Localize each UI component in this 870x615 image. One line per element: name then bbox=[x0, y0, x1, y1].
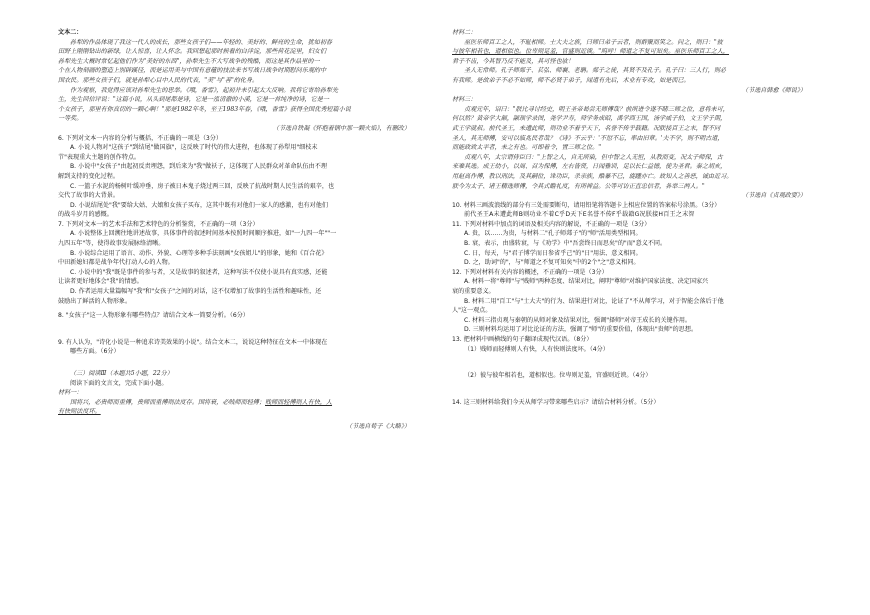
material-3-line: 贞观八年，太宗谓侍臣曰："上智之人，自无所染，但中智之人无恒，从教而变，况太子师保，古 bbox=[464, 153, 723, 161]
option-line: 的战斗岁月的感慨。 bbox=[58, 211, 113, 219]
text2-line: 个在人物刻画的塑造上别辟蹊径，而是运用美与中国有意蕴的技法来书写战日战争时期慰问乐观的中 bbox=[58, 67, 327, 75]
text2-line: 田野上刚刚钻出的新绿，让人惊喜，让人怀念。我回想起那时候看的白洋淀，那些荷花淀里，妇女们 bbox=[58, 48, 327, 56]
text2-line: 孙犁先生大概时常忆起他们作为"美好的东西"，孙犁先生不大写战争的残酷，而这是其作品里的一 bbox=[58, 57, 320, 65]
section-3-instruction: 阅读下面的文言文，完成下面小题。 bbox=[70, 379, 168, 387]
material-1-heading: 材料一： bbox=[58, 389, 83, 397]
material-1-source: （节选自荀子《大略》） bbox=[346, 422, 410, 430]
option-line: D. 之，助词"的"，与"师道之不复可知矣"中的2个"之"意义相同。 bbox=[464, 259, 640, 267]
option-line: A. 贵，以……为贵，与材料二"孔子师郯子"的"师"活用类型相同。 bbox=[464, 230, 642, 238]
material-2-heading: 材料二： bbox=[452, 29, 477, 36]
option-line: B. 材料二用"百工"与"士大夫"的行为、结果进行对比，论证了"不从师学习，对于智能会落后于他 bbox=[464, 297, 724, 305]
material-3-line: 用赵高作傅，教以刑法，及其嗣位，诛功臣，杀亲族，酷暴不已，旋踵亦亡。故知人之善恶，诚由近习。 bbox=[452, 172, 733, 180]
question-9: 9. 有人认为，"诗化小说是一种追求诗美效果的小说"。结合文本二，说说这种特征在文本一中体现在 bbox=[58, 338, 328, 346]
option-line: 交代了故事的大背景。 bbox=[58, 192, 119, 200]
text2-source: （节选自铁凝《怀抱着锅中那一颗火焰》，有删改） bbox=[272, 124, 410, 132]
text2-body bbox=[58, 38, 418, 124]
material-1-line bbox=[58, 407, 418, 417]
material-3-line: 而能政致太平者，未之有也。可即着令，置三师之位。" bbox=[452, 144, 602, 152]
text2-line: 孙犁的作品体现了我这一代人的成长，那些女孩子们——年轻的、美好的、鲜亮的生命，犹如初春 bbox=[70, 38, 333, 46]
question-11: 11. 下列对材料中加点的词语及相关内容的解说，不正确的一项是（3分） bbox=[452, 220, 651, 228]
material-1-line bbox=[58, 398, 418, 408]
option-line: 九四五年"等，使得故事发展脉络清晰。 bbox=[58, 240, 165, 248]
question-14: 14. 这三则材料给我们今天从师学习带来哪些启示？请结合材料分析。（5分） bbox=[452, 398, 660, 406]
question-9-cont: 哪些方面。（6分） bbox=[70, 348, 120, 356]
material-3-line: 来难其选。成王幼小，以周、召为保傅，左右皆贤，日闻雅训，足以长仁益德，使为圣君。秦之胡亥， bbox=[452, 163, 727, 171]
question-10: 10. 材料三画波浪线的部分有三处需要断句，请用铅笔将答题卡上相应位置的答案标号涂黑。（3分） bbox=[452, 201, 721, 209]
material-3-line: 朕今为太子、诸王精选师傅，令其式瞻礼度，有所裨益。公等可访正直忠信者，各举三两人。" bbox=[452, 182, 705, 190]
text2-line: 个女孩子，那里有你真切的一颗心啊！"那是1982年冬，至王1983年春，《哦，香雪》获得全国优秀短篇小说 bbox=[58, 105, 351, 113]
material-1-text: 国将兴，必贵师而重傅，贵师而重傅则法度存。国将衰，必贱师而轻傅； bbox=[70, 398, 265, 406]
option-line: 中田新媳妇都是战争年代打动人心的人物。 bbox=[58, 259, 174, 267]
text2-heading: 文本二： bbox=[58, 29, 83, 36]
option-line: B. 小说综合运用了语言、动作、外貌、心理等多种手法刻画"女孩姐儿"的形象，她和《百合花》 bbox=[70, 249, 328, 257]
option-line: 节"表现重大主题的创作特点。 bbox=[58, 153, 141, 161]
option-line: A. 材料一将"尊师"与"贱师"两种态度、结果对比，阐明"尊师"对维护国家法度、决定国家兴 bbox=[464, 278, 709, 286]
option-line: C. 材料三指贞观与秦朝的从师对象及结果对比，强调"择师"对帝王成长的关键作用。 bbox=[464, 316, 692, 324]
option-line: D. 作者运用大量篇幅写"我"和"女孩子"之间的对话，这不仅增加了故事的生活性和趣味性，还 bbox=[70, 288, 322, 296]
question-8: 8. "女孩子"这一人物形象有哪些特点？请结合文本一简要分析。（6分） bbox=[58, 312, 249, 320]
option-line: 解到支持的变化过程。 bbox=[58, 172, 119, 180]
material-3-line: 贞观元年，诏曰："朕比寻讨经史，明王圣帝曷尝无师傅哉？前所进令遂不睹三师之位，意将未可， bbox=[464, 105, 729, 113]
material-3-source: （节选自《贞观政要》） bbox=[742, 192, 806, 200]
option-line: D. 小说结尾处"我"要给大姑、大娘和女孩子买布，这其中既有对他们一家人的感激，也有对他们 bbox=[70, 201, 328, 209]
question-7: 7. 下列对文本一的艺术手法和艺术特色的分析鉴赏，不正确的一项（3分） bbox=[58, 220, 259, 228]
material-3-line: 圣人，其无师傅，安可以临兆民者哉？《诗》不云乎：'不愆不忘，率由旧章。'夫不学，则不明古道， bbox=[452, 134, 724, 142]
left-column bbox=[58, 28, 418, 432]
material-3-line: 武王学就叔。前代圣王，未遭此师，则功业不着乎天下，名誉不传乎载籍。况朕接百王之末，智不同 bbox=[452, 124, 721, 132]
text2-line: 国农民。那些女孩子们，就是孙犁心目中人民的代表，"美"与"善"的化身。 bbox=[58, 76, 259, 84]
question-12: 12. 下列对材料有关内容的概述，不正确的一项是（3分） bbox=[452, 268, 608, 276]
option-line: A. 小说人物对"这孩子"到结尾"做国旗"，这反映了时代的伟大进程，也体现了孙犁用"细枝末 bbox=[70, 144, 318, 152]
option-line: C. 日，每天，与"君子博学而日参省乎己"的"日"用法、意义相同。 bbox=[464, 249, 642, 257]
option-line: B. 衰，表示，由盛转衰，与《劝学》中"吾尝终日而思矣"的"而"意义不同。 bbox=[464, 240, 667, 248]
question-10-sentence: 前代圣王A未遭此师B则功业不着C乎D天下E名誉不传F乎载籍G况朕接H百王之末智 bbox=[464, 211, 695, 219]
question-13-part-1: （1）贱师而轻傅则人有快，人有快则法度坏。（4分） bbox=[464, 345, 609, 353]
underlined-sentence: 有快则法度坏。 bbox=[58, 408, 101, 416]
text2-line: 一等奖。 bbox=[58, 115, 83, 123]
underlined-sentence: 贱师而轻傅则人有快，人 bbox=[265, 398, 333, 406]
option-line: A. 小说整体上回溯往地讲述故事，具体事件的叙述时间基本按照时间顺序推进，如"一九四一年""一 bbox=[70, 230, 337, 238]
material-3-line: 何以然？黄帝学大颠，颛顼学录图，尧学尹寿，舜学务成昭，禹学西王国，汤学威子伯，文王学子期， bbox=[452, 115, 727, 123]
material-2-line: 圣人无常师。孔子师郯子、苌弘、师襄、老聃。郯子之徒，其贤不及孔子。孔子曰：三人行，则必 bbox=[464, 67, 727, 75]
option-line: D. 三则材料均运用了对比论证的方法，强调了"师"的重要价值，体现出"贵师"的思想。 bbox=[464, 326, 698, 334]
material-2-line: 与彼年相若也，道相似也。位卑则足羞，官盛则近谀。"呜呼！师道之不复可知矣。巫医乐师百工之人， bbox=[452, 48, 730, 56]
option-line: 衰的重要意义。 bbox=[452, 288, 495, 296]
material-2-source: （节选自韩愈《师说》） bbox=[742, 86, 806, 94]
material-3-heading: 材料三： bbox=[452, 96, 477, 104]
option-line: B. 小说中"女孩子"由起初反责埋怨，到后来为"我"做袄子，这体现了人民群众对革命队伍由不理 bbox=[70, 163, 327, 171]
option-line: 鼓励出了鲜活的人物形象。 bbox=[58, 297, 132, 305]
option-line: 让读者更好地体会"我"的情感。 bbox=[58, 278, 143, 286]
question-13: 13. 把材料中画横线的句子翻译成现代汉语。（8分） bbox=[452, 336, 593, 343]
material-2-line: 君子不齿，今其智乃反不能及，其可怪也欤！ bbox=[452, 57, 574, 65]
material-2-line: 有我师。是故弟子不必不如师，师不必贤于弟子，闻道有先后，术业有专攻，如是而已。 bbox=[452, 76, 690, 84]
section-3-heading: （三）阅读Ⅲ（本题共5小题，22分） bbox=[70, 370, 173, 377]
option-line: C. 小说中的"我"既是事件的参与者，又是故事的叙述者，这种写法不仅使小说具有真实感，还能 bbox=[70, 268, 328, 276]
text2-line: 作为观察，我觉得应该对孙犁先生的思举。《哦，香雪》，起初并未引起太大反响。我将它寄给孙犁先 bbox=[70, 86, 339, 94]
option-line: 人"这一观点。 bbox=[452, 307, 492, 315]
question-13-part-2: （2）彼与彼年相若也，道相似也。位卑则足羞，官盛则近谀。（4分） bbox=[464, 372, 652, 380]
text2-line: 生，先生回信评说："这篇小说，从头到尾都是诗，它是一泓清澈的小溪，它是一首纯净的诗，它是一 bbox=[58, 96, 329, 104]
right-column bbox=[452, 28, 814, 407]
option-line: C. 一篮子水泥的杨树叶缓冲垂，房子被日本鬼子烧过两三回，反映了抗战时期人民生活的艰辛，也 bbox=[70, 182, 335, 190]
question-6: 6. 下列对文本一内容的分析与概括，不正确的一项是（3分） bbox=[58, 134, 222, 142]
material-2-line: 巫医乐师百工之人，不耻相师。士大夫之族，曰师曰弟子云者，则群聚而笑之。问之，则曰："彼 bbox=[464, 38, 723, 46]
